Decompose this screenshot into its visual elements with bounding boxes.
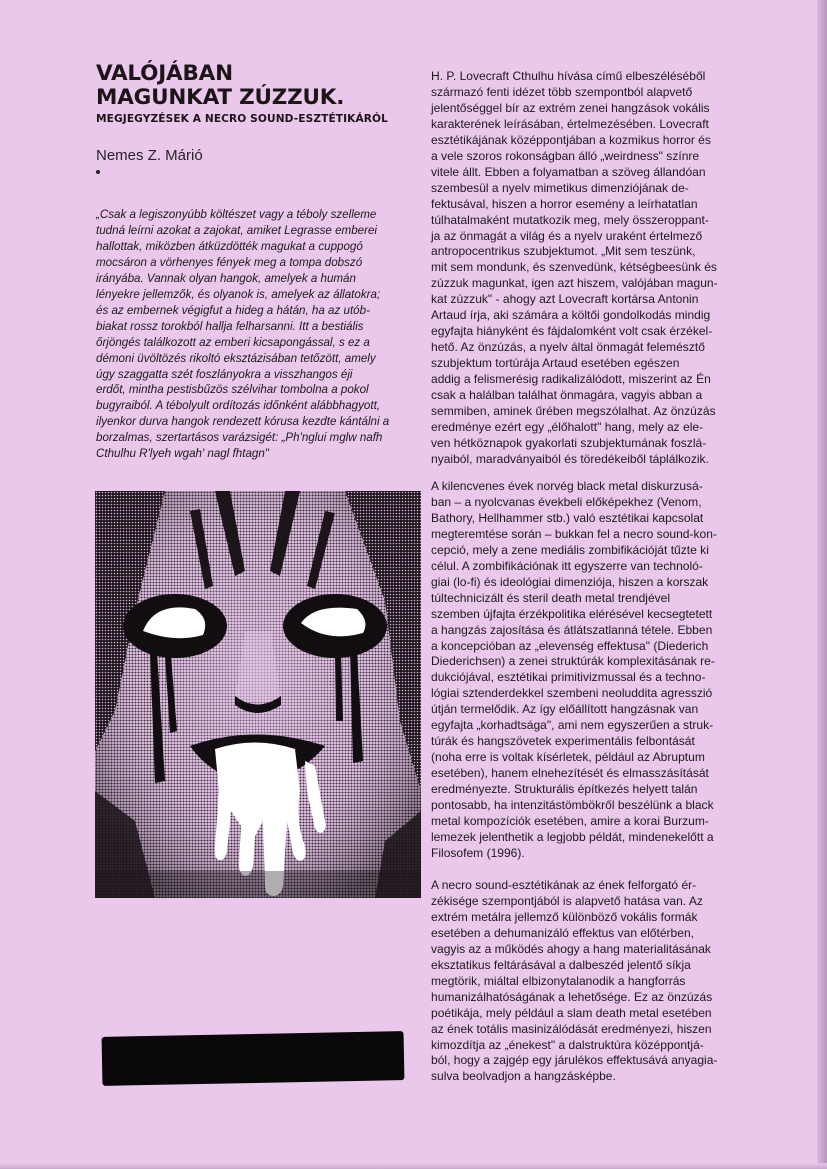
quote-line: ilyenkor durva hangok rendezett kórusa kezdte kántálni a	[96, 415, 390, 429]
quote-line: erdőt, mintha pestisbűzös szélvihar tombolna a pokol	[96, 383, 369, 397]
corpse-paint-face-illustration	[95, 491, 421, 898]
text-line: eredménye ezért egy „élőhalott" hang, mely az ele-	[431, 419, 704, 434]
text-line: karakterének leírásában, értelmezésében. Lovecraft	[431, 116, 709, 131]
text-line: addig a felismerésig radikalizálódott, miszerint az Én	[431, 372, 711, 387]
text-line: egyfajta hiányként és fájdalomként volt csak érzékel-	[431, 324, 713, 339]
quote-line: irányába. Vannak olyan hangok, amelyek a humán	[96, 271, 356, 285]
text-line: Bathory, Hellhammer stb.) való esztétikai kapcsolat	[431, 510, 704, 525]
page-edge	[817, 0, 827, 1169]
text-line: nyaiból, maradványaiból és töredékeiből táplálkozik.	[431, 451, 709, 466]
text-line: ven hétköznapok gyakorlati szubjektumának foszlá-	[431, 435, 707, 450]
text-line: túltechnicizált és steril death metal trendjével	[431, 590, 671, 605]
text-line: ja az önmagát a világ és a nyelv uraként értelmező	[431, 228, 703, 243]
text-line: megtörik, miáltal elbizonytalanodik a hangforrás	[431, 973, 686, 988]
author-name: Nemes Z. Márió	[96, 147, 203, 164]
text-line: vitele állt. Ebben a folyamatban a szöveg állandóan	[431, 164, 706, 179]
text-line: poétikája, mely például a slam death metal esetében	[431, 1005, 712, 1020]
quote-line: úgy szaggatta szét foszlányokra a visszhangos éji	[96, 367, 353, 381]
body-paragraph-1	[431, 69, 753, 468]
quote-line: Cthulhu R'lyeh wgah' nagl fhtagn"	[96, 447, 269, 461]
text-line: útján termelődik. Az így előállított hangzásnak van	[431, 702, 699, 717]
text-line: Filosofem (1996).	[431, 845, 525, 860]
text-line: kat zúzzuk" - ahogy azt Lovecraft kortársa Antonin	[431, 292, 699, 307]
quote-line: őrjöngés találkozott az emberi kicsapongással, s ez a	[96, 335, 370, 349]
text-line: a hangzás zajosítása és átlátszatlanná tétele. Ebben	[431, 622, 713, 637]
text-line: esztétikájának középpontjában a kozmikus horror és	[431, 132, 711, 147]
title-line: VALÓJÁBAN	[96, 61, 233, 86]
text-line: egyfajta „korhadtsága", ami nem egyszerűen a struk-	[431, 718, 714, 733]
page-edge-bottom	[0, 1163, 827, 1169]
text-line: túrák és hangszövetek experimentális felbontását	[431, 734, 695, 749]
redaction-bar	[102, 1031, 405, 1086]
text-line: túlhatalmaként mutatkozik meg, mely összeroppant-	[431, 212, 709, 227]
text-line: esetében a dehumanizáló effektus van előtérben,	[431, 925, 694, 940]
text-line: H. P. Lovecraft Cthulhu hívása című elbeszéléséből	[431, 69, 706, 83]
text-line: giai (lo-fi) és ideológiai dimenziója, hiszen a korszak	[431, 574, 709, 589]
text-line: szubjektum tortúrája Artaud esetében egészen	[431, 356, 680, 371]
text-line: a koncepcióban az „elevenség effektusa" (Diederich	[431, 638, 709, 653]
text-line: antropocentrikus szubjektumot. „Mit sem teszünk,	[431, 244, 696, 259]
text-line: az ének totális masinizálódását eredményezi, hiszen	[431, 1021, 712, 1036]
body-paragraph-3	[431, 878, 753, 1085]
quote-line: biakat rossz torokból hallja felharsanni. Itt a bestiális	[96, 319, 364, 333]
text-line: lemezek jelenthetik a legjobb példát, mindenekelőtt a	[431, 829, 714, 844]
quote-line: mocsáron a vörhenyes fények meg a tompa dobszó	[96, 255, 363, 269]
text-line: jelentőséggel bír az extrém zenei hangzások vokális	[431, 100, 710, 115]
article-title	[96, 62, 416, 110]
text-line: a vele szoros rokonságban álló „weirdness" színre	[431, 148, 700, 163]
text-line: A kilencvenes évek norvég black metal diskurzusá-	[431, 479, 703, 493]
title-line: MAGUNKAT ZÚZZUK.	[96, 85, 345, 110]
text-line: mit sem mondunk, és szenvedünk, kétségbeesünk és	[431, 260, 717, 275]
epigraph-quote	[96, 207, 417, 462]
quote-line: hallottak, miközben átküzdötték magukat a cuppogó	[96, 239, 363, 253]
text-line: kimozdítja az „énekest" a dalstruktúra középpontjá-	[431, 1037, 704, 1052]
text-line: célul. A zombifikációnak itt egyszerre van technoló-	[431, 558, 703, 573]
quote-line: démoni üvöltözés rikoltó eksztázisában tetőzött, amely	[96, 351, 376, 365]
text-line: extrém metálra jellemző különböző vokális formák	[431, 909, 698, 924]
text-line: dukciójával, esztétikai primitivizmussal és a techno-	[431, 670, 706, 685]
text-line: ból, hogy a zajgép egy járulékos effektusává anyagia-	[431, 1053, 718, 1068]
text-line: zékisége szempontjából is alapvető hatása van. Az	[431, 893, 703, 908]
text-line: lógiai sztenderdekkel szembeni neoluddita agresszió	[431, 686, 713, 701]
quote-line: bugyraiból. A tébolyult ordítozás időnként alábbhagyott,	[96, 399, 381, 413]
text-line: hető. Az önzúzás, a nyelv által önmagát felemésztő	[431, 340, 705, 355]
quote-line: és az embernek végigfut a hideg a hátán, ha az utób-	[96, 303, 370, 317]
text-line: metal kompozíciók esetében, amire a korai Burzum-	[431, 814, 709, 829]
quote-line: borzalmas, szertartásos varázsigét: „Ph'nglui mglw nafh	[96, 431, 383, 445]
text-line: semmiben, aminek űrében megszólalhat. Az önzúzás	[431, 404, 716, 419]
text-line: fektusával, hiszen a horror esemény a leírhatatlan	[431, 196, 698, 211]
text-line: vagyis az a működés ahogy a hang materialitásának	[431, 941, 711, 956]
text-line: megteremtése során – bukkan fel a necro sound-kon-	[431, 526, 717, 541]
body-paragraph-2	[431, 479, 753, 862]
quote-line: „Csak a legiszonyúbb költészet vagy a téboly szelleme	[96, 208, 377, 221]
text-line: sulva beolvadjon a hangzásképbe.	[431, 1069, 616, 1084]
text-line: zúzzuk magunkat, igen azt hiszem, valójában magun-	[431, 276, 718, 291]
text-line: Artaud írja, aki számára a költői gondolkodás mindig	[431, 308, 711, 323]
text-line: csak a halálban találhat önmagára, vagyis abban a	[431, 388, 703, 403]
text-line: szemben újfajta érzékpolitika elérésével kecsegtetett	[431, 606, 713, 621]
quote-line: lényekre jellemzők, és olyanok is, amelyek az állatokra;	[96, 287, 381, 301]
text-line: esetében), hanem elnehezítését és elmasszásítását	[431, 766, 709, 781]
text-line: humanizálhatóságának a lehetősége. Ez az önzúzás	[431, 989, 713, 1004]
text-line: Diederichsen) a zenei struktúrák komplexitásának re-	[431, 654, 715, 669]
quote-line: tudná leírni azokat a zajokat, amiket Legrasse emberei	[96, 223, 377, 237]
text-line: ban – a nyolcvanas évekbeli előképekhez (Venom,	[431, 494, 702, 509]
text-line: származó fenti idézet több szempontból alapvető	[431, 84, 693, 99]
text-line: pontosabb, ha intenzitástömbökről beszélünk a black	[431, 798, 714, 813]
text-line: A necro sound-esztétikának az ének felforgató ér-	[431, 878, 697, 892]
article-subtitle: MEGJEGYZÉSEK A NECRO SOUND-ESZTÉTIKÁRÓL	[96, 113, 388, 125]
text-line: (noha erre is voltak kísérletek, például az Abruptum	[431, 750, 705, 765]
author-bullet	[96, 170, 100, 174]
text-line: szembesül a nyelv mimetikus dimenziójának de-	[431, 180, 689, 195]
text-line: eredményezte. Strukturális építkezés helyett talán	[431, 782, 698, 797]
text-line: eksztatikus feltárásával a dalbeszéd jelentő síkja	[431, 957, 691, 972]
text-line: cepció, mely a zene mediális zombifikációját tűzte ki	[431, 542, 709, 557]
